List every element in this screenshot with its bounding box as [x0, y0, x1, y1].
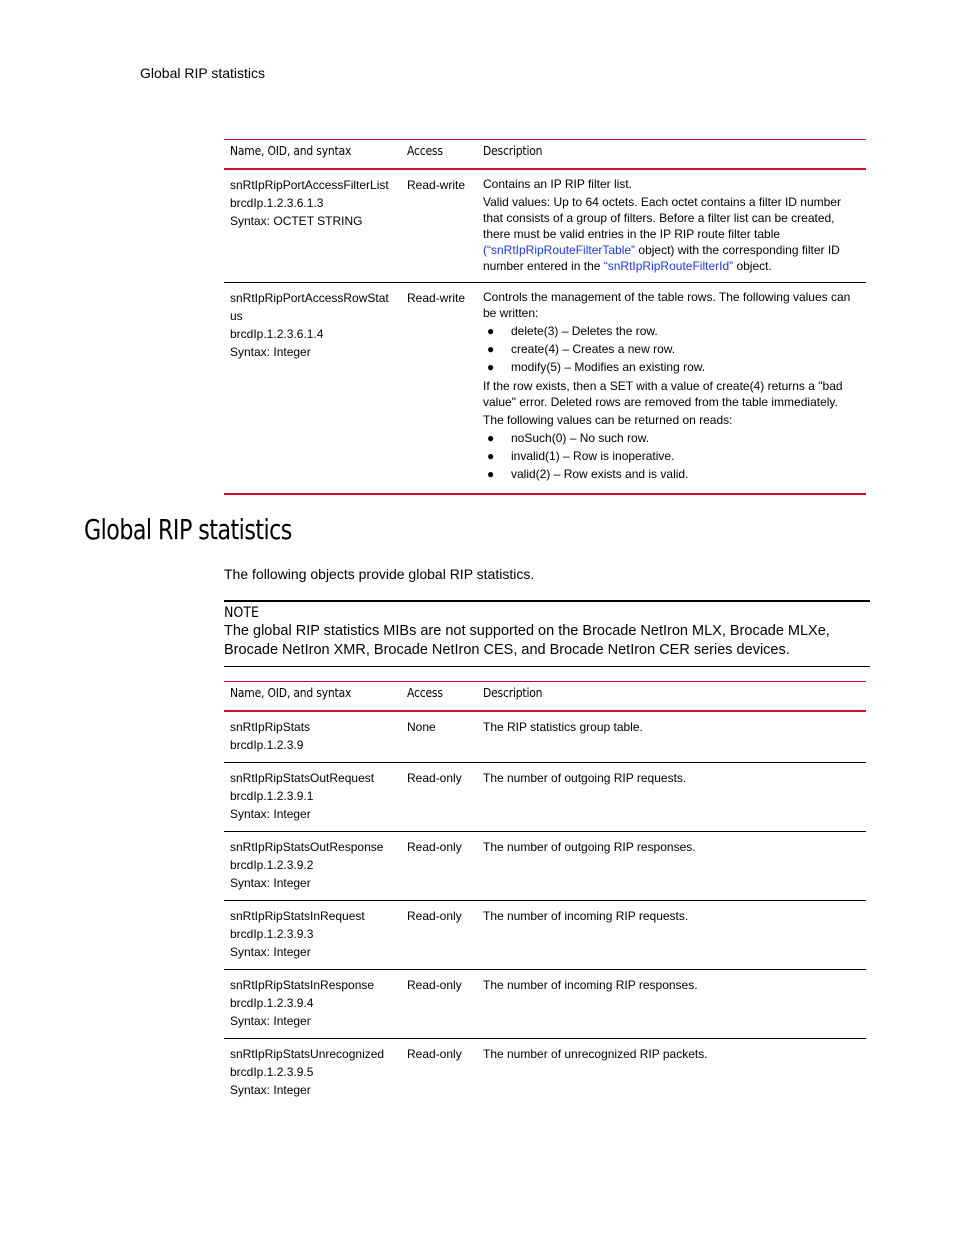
list-item — [483, 429, 860, 447]
list-item-text: create(4) – Creates a new row. — [511, 342, 676, 356]
access-cell: Read-only — [407, 1047, 462, 1061]
object-oid: brcdIp.1.2.3.9.4 — [230, 996, 314, 1010]
description-cell — [477, 169, 866, 283]
table-row — [224, 832, 866, 901]
access-cell: Read-only — [401, 901, 477, 970]
object-name-cell — [224, 283, 401, 495]
object-name-cell — [224, 169, 401, 283]
list-item-text: delete(3) – Deletes the row. — [511, 324, 658, 338]
object-oid: brcdIp.1.2.3.6.1.3 — [230, 196, 324, 210]
bullet-list — [483, 322, 860, 376]
object-name: snRtIpRipStatsInResponse — [230, 978, 375, 992]
column-header-access: Access — [401, 140, 477, 170]
access-cell: None — [401, 711, 477, 763]
table-row — [224, 711, 866, 763]
note-box — [224, 600, 870, 667]
table-header-row — [224, 140, 866, 170]
access-cell: Read-write — [401, 283, 477, 495]
object-oid: brcdIp.1.2.3.9.3 — [230, 927, 314, 941]
object-syntax: Syntax: Integer — [230, 876, 311, 890]
section-intro: The following objects provide global RIP statistics. — [224, 566, 535, 582]
list-item — [483, 340, 860, 358]
object-name: snRtIpRipPortAccessFilterList — [230, 178, 389, 192]
list-item-text: modify(5) – Modifies an existing row. — [511, 360, 706, 374]
table-row — [224, 283, 866, 495]
object-syntax: Syntax: Integer — [230, 807, 311, 821]
description-cell — [477, 283, 866, 495]
bullet-icon: ● — [487, 467, 495, 481]
description-fragment: Valid values: Up to 64 octets. Each octet contains a filter ID number that consists of a group of filters. Before a filter list can be created, there must be valid entries in the IP RIP route filter table — [483, 195, 841, 241]
description-cell: The number of unrecognized RIP packets. — [483, 1047, 708, 1061]
description-cell: The number of incoming RIP requests. — [477, 901, 866, 970]
object-name: snRtIpRipPortAccessRowStat — [230, 291, 389, 305]
list-item — [483, 322, 860, 340]
object-name-continued: us — [230, 309, 243, 323]
object-name-cell — [224, 1039, 401, 1108]
mib-table-port-access — [224, 139, 866, 495]
access-cell: Read-only — [401, 763, 477, 832]
object-syntax: Syntax: Integer — [230, 1083, 311, 1097]
table-header-row — [224, 682, 866, 712]
table-row — [224, 1039, 866, 1108]
description-cell: The RIP statistics group table. — [477, 711, 866, 763]
list-item-text: noSuch(0) – No such row. — [511, 431, 650, 445]
list-item — [483, 465, 860, 483]
note-label: NOTE — [224, 605, 259, 621]
description-text: Contains an IP RIP filter list. — [483, 177, 632, 191]
link-filter-id[interactable]: “snRtIpRipRouteFilterId” — [603, 259, 734, 273]
link-filter-table[interactable]: (“snRtIpRipRouteFilterTable” — [483, 243, 636, 257]
object-name-cell — [224, 711, 401, 763]
object-oid: brcdIp.1.2.3.9.5 — [230, 1065, 314, 1079]
description-fragment: object) with the corresponding filter ID number entered in the — [483, 243, 840, 273]
list-item — [483, 358, 860, 376]
column-header-name: Name, OID, and syntax — [224, 682, 401, 712]
bullet-icon: ● — [487, 431, 495, 445]
table-row — [224, 763, 866, 832]
object-syntax: Syntax: Integer — [230, 1014, 311, 1028]
description-text: Controls the management of the table rows. The following values can be written: — [483, 290, 851, 320]
object-name: snRtIpRipStatsInRequest — [230, 909, 365, 923]
description-text — [483, 194, 860, 274]
note-text: The global RIP statistics MIBs are not supported on the Brocade NetIron MLX, Brocade MLXe, Brocade NetIron XMR, Brocade NetIron CES, and Brocade NetIron CER series devices. — [224, 623, 830, 658]
object-name: snRtIpRipStatsOutRequest — [230, 771, 375, 785]
object-syntax: Syntax: Integer — [230, 945, 311, 959]
column-header-description: Description — [477, 682, 866, 712]
description-cell: The number of incoming RIP responses. — [477, 970, 866, 1039]
bullet-icon: ● — [487, 360, 495, 374]
section-title: Global RIP statistics — [84, 513, 292, 546]
object-name: snRtIpRipStats — [230, 720, 311, 734]
object-oid: brcdIp.1.2.3.9 — [230, 738, 304, 752]
object-name-cell — [224, 763, 401, 832]
object-oid: brcdIp.1.2.3.9.2 — [230, 858, 314, 872]
object-name-cell — [224, 832, 401, 901]
running-header: Global RIP statistics — [140, 65, 266, 81]
description-text: If the row exists, then a SET with a value of create(4) returns a "bad value" error. Deleted rows are removed from the table immediately. — [483, 379, 843, 409]
description-cell: The number of outgoing RIP responses. — [477, 832, 866, 901]
object-oid: brcdIp.1.2.3.9.1 — [230, 789, 314, 803]
object-name-cell — [224, 901, 401, 970]
object-name: snRtIpRipStatsUnrecognized — [230, 1047, 385, 1061]
bullet-icon: ● — [487, 449, 495, 463]
object-syntax: Syntax: Integer — [230, 345, 311, 359]
column-header-access: Access — [401, 682, 477, 712]
description-fragment: object. — [733, 259, 772, 273]
access-cell: Read-only — [401, 832, 477, 901]
table-row — [224, 970, 866, 1039]
column-header-name: Name, OID, and syntax — [224, 140, 401, 170]
mib-table-rip-stats — [224, 681, 866, 1107]
object-name-cell — [224, 970, 401, 1039]
object-syntax: Syntax: OCTET STRING — [230, 214, 363, 228]
description-text: The following values can be returned on reads: — [483, 413, 733, 427]
bullet-icon: ● — [487, 324, 495, 338]
description-cell: The number of outgoing RIP requests. — [477, 763, 866, 832]
access-cell: Read-only — [401, 970, 477, 1039]
object-name: snRtIpRipStatsOutResponse — [230, 840, 384, 854]
list-item-text: valid(2) – Row exists and is valid. — [511, 467, 689, 481]
object-oid: brcdIp.1.2.3.6.1.4 — [230, 327, 324, 341]
column-header-description: Description — [477, 140, 866, 170]
access-cell: Read-write — [401, 169, 477, 283]
list-item-text: invalid(1) – Row is inoperative. — [511, 449, 675, 463]
table-row — [224, 169, 866, 283]
bullet-icon: ● — [487, 342, 495, 356]
bullet-list — [483, 429, 860, 483]
table-row — [224, 901, 866, 970]
list-item — [483, 447, 860, 465]
